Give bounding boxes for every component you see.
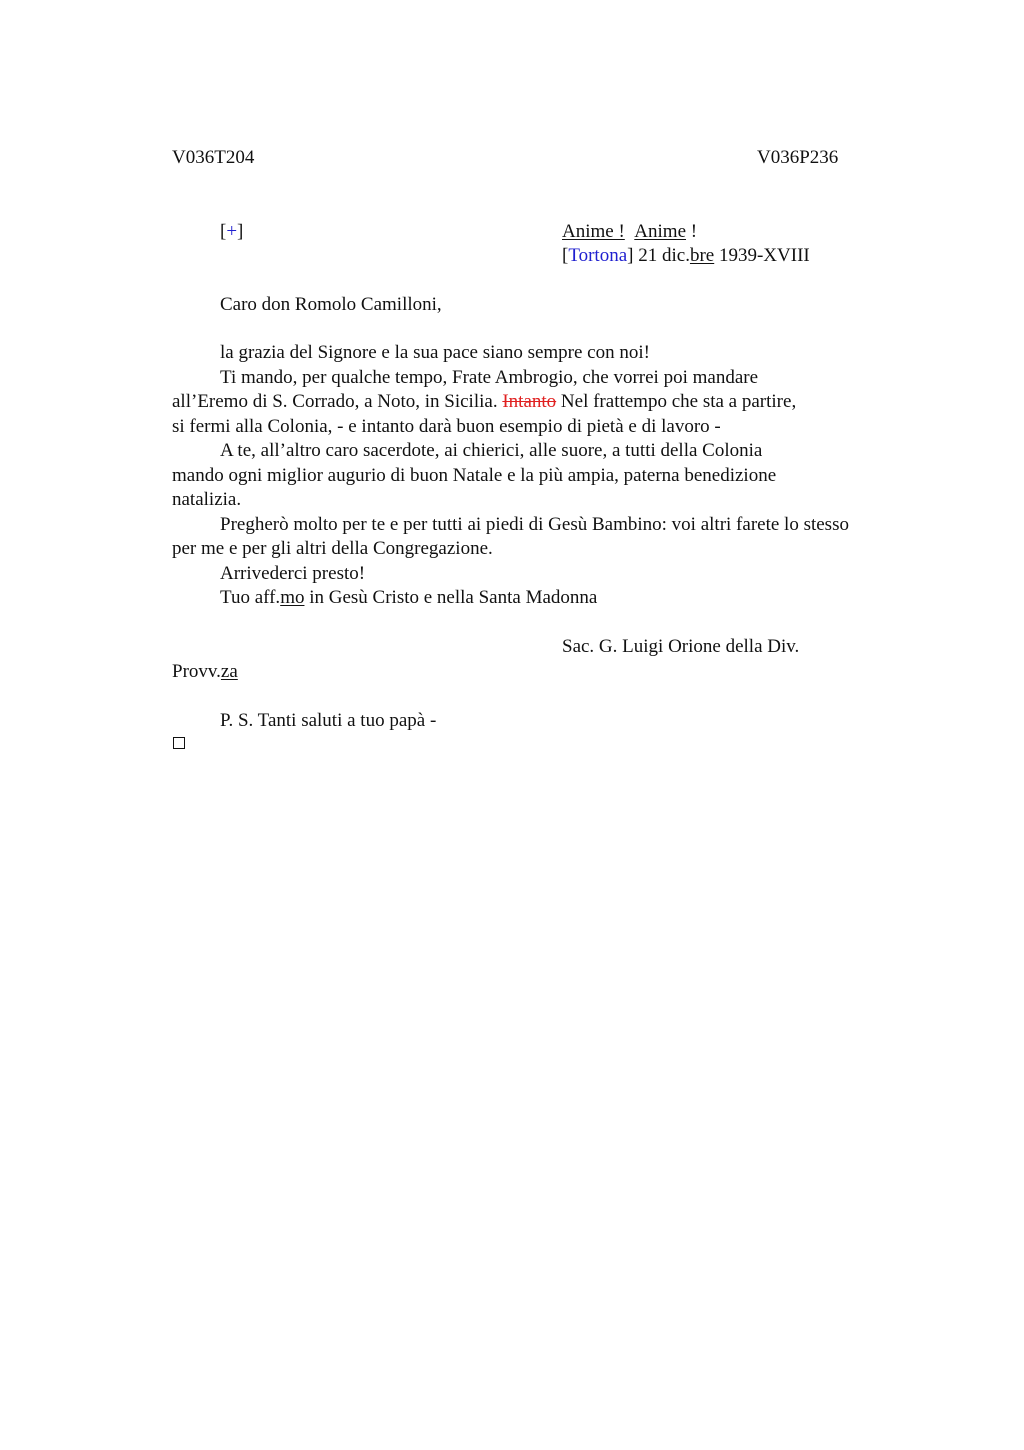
document-code-left-text: V036T204 [172, 147, 255, 168]
signature-text: Provv. [172, 660, 221, 682]
date-prefix: ] 21 dic. [627, 245, 690, 266]
cross-mark [220, 220, 243, 245]
document-code-left [172, 146, 254, 171]
motto [562, 220, 697, 245]
signature-line: Sac. G. Luigi Orione della Div. [562, 636, 800, 657]
spacer [172, 684, 912, 709]
body-line: Arrivederci presto! [220, 562, 366, 584]
closing-text: Tuo aff. [220, 587, 281, 608]
signature-abbrev-suffix: za [220, 660, 238, 682]
body-line: natalizia. [172, 489, 242, 510]
cross-bracket-open: [ [220, 221, 227, 242]
deleted-word: Intanto [502, 391, 557, 412]
motto-part-1: Anime ! [562, 221, 625, 242]
cross-bracket-close: ] [237, 221, 244, 242]
salutation [220, 293, 442, 318]
body-line: si fermi alla Colonia, - e intanto darà buon esempio di pietà e di lavoro - [172, 415, 721, 437]
closing-text: in Gesù Cristo e nella Santa Madonna [304, 587, 598, 608]
body-line: la grazia del Signore e la sua pace siano sempre con noi! [220, 342, 650, 363]
place-date [562, 244, 810, 269]
empty-checkbox-icon [173, 737, 185, 749]
document-code-right-text: V036P236 [757, 147, 839, 168]
cross-symbol: + [226, 221, 238, 242]
postscript: P. S. Tanti saluti a tuo papà - [220, 709, 437, 731]
body-line: mando ogni miglior augurio di buon Natale e la più ampia, paterna benedizione [172, 464, 777, 486]
document-code-right [757, 146, 838, 171]
motto-part-2: Anime [634, 221, 687, 242]
body-line-with-deletion [172, 390, 912, 415]
body-line: Ti mando, per qualche tempo, Frate Ambrogio, che vorrei poi mandare [220, 366, 759, 388]
place-bracket-open: [ [562, 245, 569, 266]
body-text: all’Eremo di S. Corrado, a Noto, in Sicilia. [172, 391, 503, 412]
closing-line [172, 586, 912, 611]
letter-body [172, 341, 912, 733]
salutation-text: Caro don Romolo Camilloni, [220, 294, 442, 315]
date-month-suffix: bre [689, 245, 715, 266]
body-line: Pregherò molto per te e per tutti ai piedi di Gesù Bambino: voi altri farete lo stesso [220, 513, 849, 535]
signature-continuation [172, 660, 912, 685]
body-text: Nel frattempo che sta a partire, [556, 391, 797, 412]
spacer [172, 611, 912, 636]
motto-tail: ! [686, 221, 698, 242]
body-line: A te, all’altro caro sacerdote, ai chierici, alle suore, a tutti della Colonia [220, 440, 763, 461]
date-suffix: 1939-XVIII [714, 245, 810, 266]
closing-abbrev-suffix: mo [280, 587, 305, 608]
body-line: per me e per gli altri della Congregazione. [172, 538, 493, 559]
place-name: Tortona [568, 245, 628, 266]
